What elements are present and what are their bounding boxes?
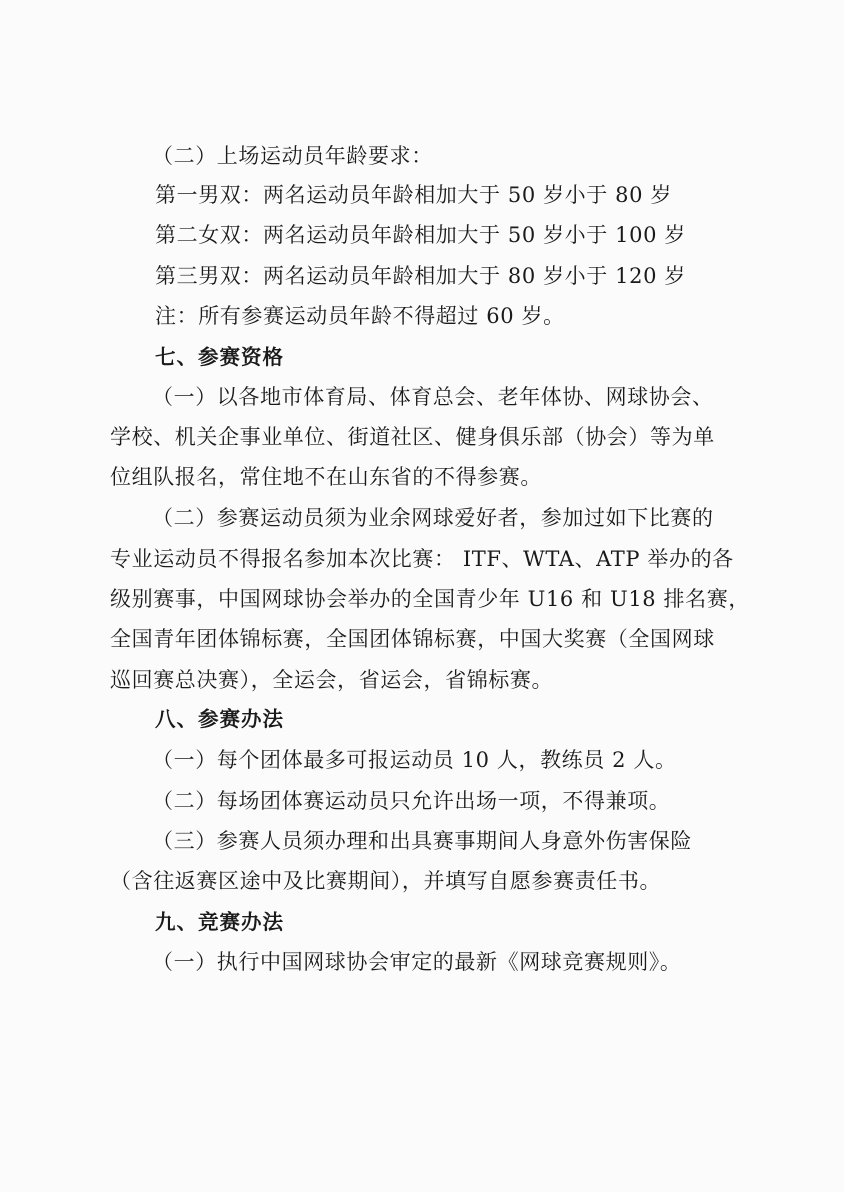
line-text: 第三男双：两名运动员年龄相加大于 80 岁小于 120 岁 <box>155 264 686 288</box>
line-text: （一）每个团体最多可报运动员 10 人，教练员 2 人。 <box>152 748 677 772</box>
line-text: 巡回赛总决赛），全运会，省运会，省锦标赛。 <box>110 668 554 692</box>
line-text: （一）执行中国网球协会审定的最新《网球竞赛规则》。 <box>152 950 682 974</box>
line-text: （一）以各地市体育局、体育总会、老年体协、网球协会、 <box>152 385 714 409</box>
line-text: 专业运动员不得报名参加本次比赛： ITF、WTA、ATP 举办的各 <box>110 547 734 571</box>
heading-text: 九、竞赛办法 <box>155 910 284 934</box>
line-text: （二）上场运动员年龄要求： <box>152 144 433 168</box>
line-text: （含往返赛区途中及比赛期间），并填写自愿参赛责任书。 <box>110 869 662 893</box>
line-text: 第二女双：两名运动员年龄相加大于 50 岁小于 100 岁 <box>155 223 686 247</box>
line-text: （二）每场团体赛运动员只允许出场一项，不得兼项。 <box>152 789 671 813</box>
line-text: （三）参赛人员须办理和出具赛事期间人身意外伤害保险 <box>152 829 692 853</box>
line-text: 位组队报名，常住地不在山东省的不得参赛。 <box>110 465 542 489</box>
heading-text: 七、参赛资格 <box>155 345 284 369</box>
line-text: （二）参赛运动员须为业余网球爱好者，参加过如下比赛的 <box>152 506 714 530</box>
heading-text: 八、参赛办法 <box>155 707 284 731</box>
line-text: 全国青年团体锦标赛，全国团体锦标赛，中国大奖赛（全国网球 <box>110 627 715 651</box>
line-text: 注：所有参赛运动员年龄不得超过 60 岁。 <box>155 304 565 328</box>
line-text: 第一男双：两名运动员年龄相加大于 50 岁小于 80 岁 <box>155 183 672 207</box>
line-text: 学校、机关企事业单位、街道社区、健身俱乐部（协会）等为单 <box>110 425 715 449</box>
line-text: 级别赛事，中国网球协会举办的全国青少年 U16 和 U18 排名赛， <box>110 587 750 611</box>
